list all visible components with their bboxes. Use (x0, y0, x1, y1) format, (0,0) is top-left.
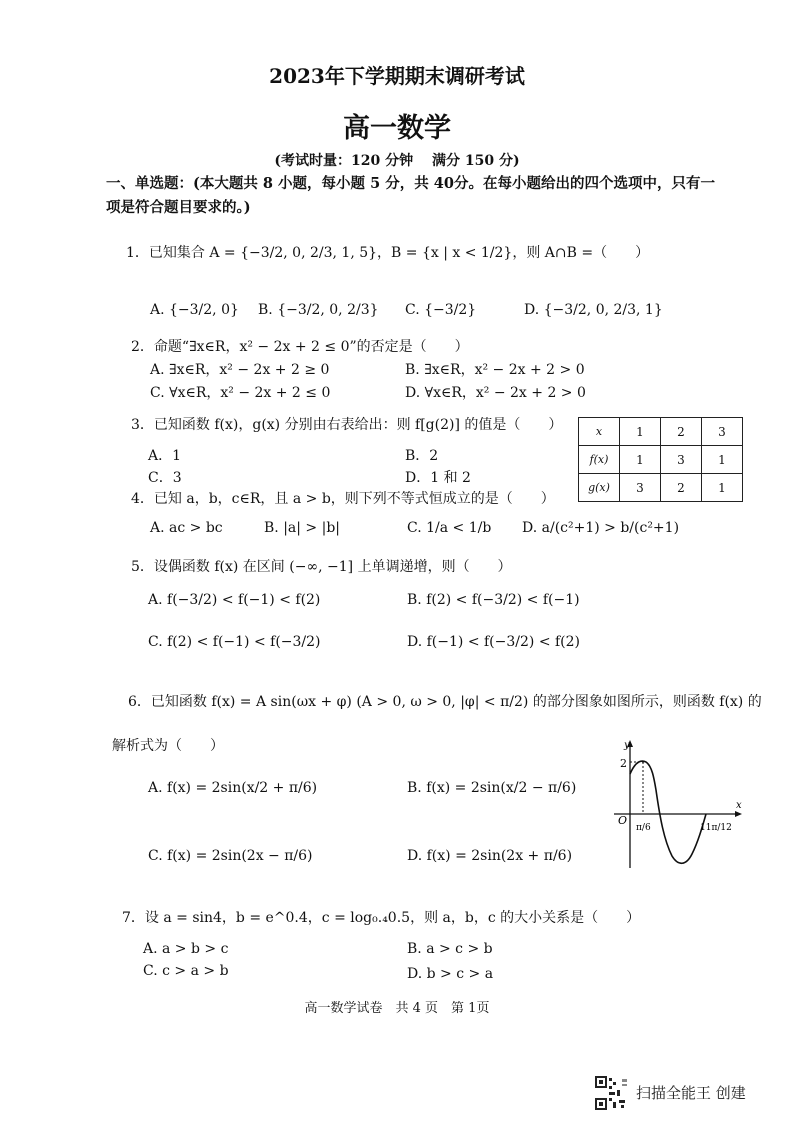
q3-option-a: A．1 (148, 448, 182, 464)
q3-function-table (578, 417, 743, 502)
table-row (579, 418, 743, 446)
page-footer: 高一数学试卷 共 4 页 第 1页 (304, 1001, 490, 1016)
section-heading-line1: 一、单选题：(本大题共 8 小题，每小题 5 分，共 40分。在每小题给出的四个选项中，只有一 (106, 175, 715, 192)
q7-option-a: A. a > b > c (143, 941, 229, 957)
q6-stem-continued: 解析式为（ ） (112, 738, 224, 754)
q6-option-d: D. f(x) = 2sin(2x + π/6) (407, 848, 573, 864)
table-cell: x (579, 418, 620, 446)
tick-11pi-over-12: 11π/12 (700, 823, 732, 833)
q1-option-d: D. {−3/2, 0, 2/3, 1} (524, 302, 663, 318)
q5-option-c: C. f(2) < f(−1) < f(−3/2) (148, 634, 321, 650)
q4-option-a: A. ac > bc (150, 520, 223, 536)
table-cell: 2 (661, 418, 702, 446)
q1-stem: 1．已知集合 A = {−3/2, 0, 2/3, 1, 5}，B = {x | x < 1/2}，则 A∩B =（ ） (126, 245, 650, 261)
q2-option-a: A. ∃x∈R，x² − 2x + 2 ≥ 0 (150, 362, 330, 378)
q1-option-a: A. {−3/2, 0} (150, 302, 239, 318)
q5-option-b: B. f(2) < f(−3/2) < f(−1) (407, 592, 580, 608)
q6-option-c: C. f(x) = 2sin(2x − π/6) (148, 848, 313, 864)
exam-info: (考试时量：120 分钟 满分 150 分) (274, 153, 520, 169)
q4-option-b: B. |a| > |b| (264, 520, 340, 536)
exam-title: 2023年下学期期末调研考试 (269, 64, 525, 88)
q7-stem: 7．设 a = sin4，b = e^0.4，c = log₀.₄0.5，则 a，b，c 的大小关系是（ ） (122, 910, 641, 926)
q6-stem: 6．已知函数 f(x) = A sin(ωx + φ) (A > 0, ω > 0, |φ| < π/2) 的部分图象如图所示，则函数 f(x) 的 (128, 694, 762, 710)
origin-label: O (618, 814, 628, 827)
q7-option-c: C. c > a > b (143, 963, 229, 979)
table-cell: f(x) (579, 446, 620, 474)
table-cell: g(x) (579, 474, 620, 502)
q4-option-c: C. 1/a < 1/b (407, 520, 492, 536)
scanner-brand-watermark: 扫描全能王 创建 (636, 1084, 746, 1102)
q5-option-a: A. f(−3/2) < f(−1) < f(2) (148, 592, 321, 608)
y-axis-label: y (624, 740, 630, 751)
table-cell: 3 (620, 474, 661, 502)
q4-option-d: D. a/(c²+1) > b/(c²+1) (522, 520, 680, 536)
section-heading-line2: 项是符合题目要求的。) (106, 199, 251, 216)
table-row (579, 446, 743, 474)
x-axis-arrow (735, 811, 742, 817)
q3-option-d: D．1 和 2 (405, 470, 471, 486)
q3-option-c: C．3 (148, 470, 182, 486)
q1-option-c: C. {−3/2} (405, 302, 477, 318)
q7-option-b: B. a > c > b (407, 941, 493, 957)
table-cell: 1 (702, 446, 743, 474)
q6-sine-graph (596, 738, 746, 870)
q1-option-b: B. {−3/2, 0, 2/3} (258, 302, 379, 318)
table-cell: 3 (661, 446, 702, 474)
sine-curve (630, 761, 706, 863)
q5-stem: 5．设偶函数 f(x) 在区间 (−∞, −1] 上单调递增，则（ ） (131, 559, 512, 575)
q2-stem: 2．命题“∃x∈R，x² − 2x + 2 ≤ 0”的否定是（ ） (131, 339, 469, 355)
q4-stem: 4．已知 a，b，c∈R，且 a > b，则下列不等式恒成立的是（ ） (131, 491, 555, 507)
table-cell: 1 (620, 418, 661, 446)
peak-label: 2 (620, 757, 627, 770)
subject-title: 高一数学 (343, 113, 451, 144)
q6-option-b: B. f(x) = 2sin(x/2 − π/6) (407, 780, 577, 796)
qr-code-icon (595, 1076, 629, 1110)
q6-option-a: A. f(x) = 2sin(x/2 + π/6) (148, 780, 318, 796)
table-cell: 1 (702, 474, 743, 502)
q3-option-b: B．2 (405, 448, 439, 464)
table-row (579, 474, 743, 502)
q7-option-d: D. b > c > a (407, 966, 494, 982)
x-axis-label: x (736, 800, 742, 811)
q2-option-b: B. ∃x∈R，x² − 2x + 2 > 0 (405, 362, 585, 378)
q2-option-c: C. ∀x∈R，x² − 2x + 2 ≤ 0 (150, 385, 331, 401)
q2-option-d: D. ∀x∈R，x² − 2x + 2 > 0 (405, 385, 586, 401)
q3-stem: 3．已知函数 f(x)，g(x) 分别由右表给出：则 f[g(2)] 的值是（ ） (131, 417, 563, 433)
table-cell: 1 (620, 446, 661, 474)
q5-option-d: D. f(−1) < f(−3/2) < f(2) (407, 634, 581, 650)
table-cell: 3 (702, 418, 743, 446)
table-cell: 2 (661, 474, 702, 502)
tick-pi-over-6: π/6 (636, 823, 651, 833)
